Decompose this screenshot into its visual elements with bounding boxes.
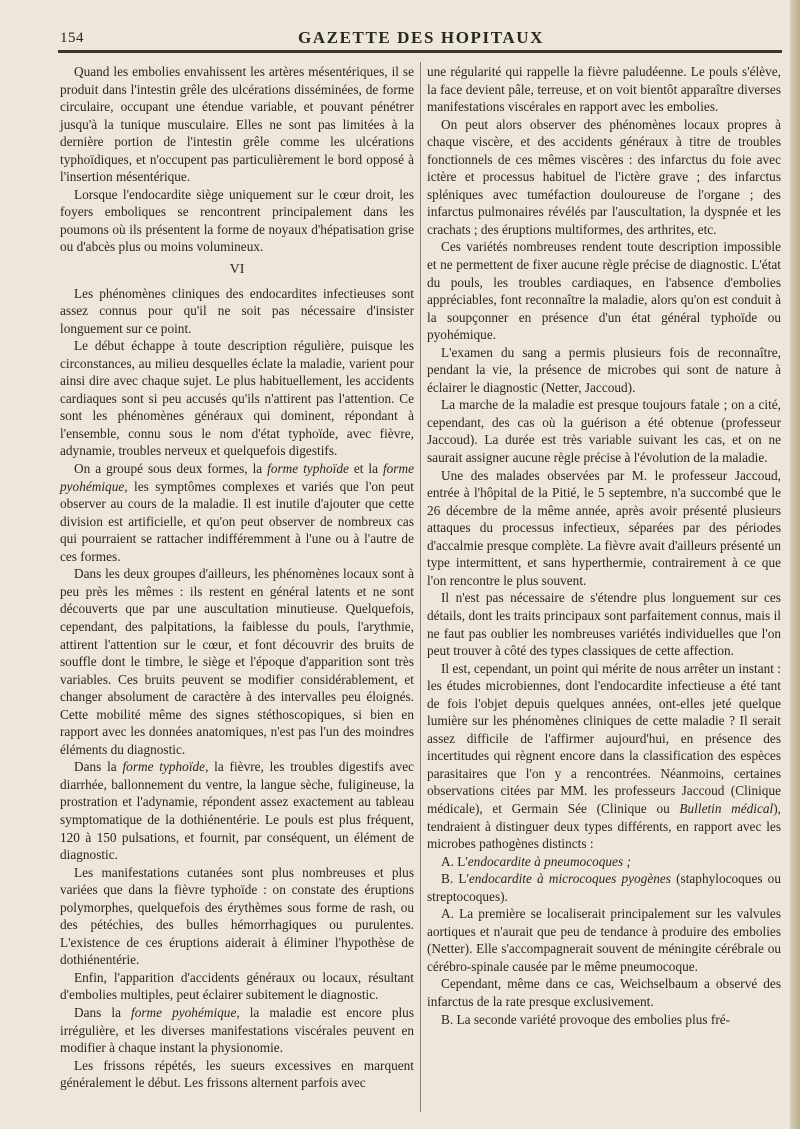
text-span: Dans la bbox=[74, 759, 123, 775]
section-heading: VI bbox=[229, 262, 245, 278]
italic-term: forme typhoïde bbox=[122, 759, 206, 775]
italic-term: Bulletin médical bbox=[679, 800, 774, 816]
italic-term: endocardite à microcoques pyogènes bbox=[468, 871, 671, 887]
paragraph: Il n'est pas nécessaire de s'étendre plus longuement sur ces détails, dont les traits principaux sont parfaitement connus, mais il ne faut pas oublier les nombreuses variétés individuelles que l'on peut trouver à côté des types classiques de cette affection. bbox=[427, 590, 781, 659]
journal-title: GAZETTE DES HOPITAUX bbox=[297, 28, 545, 47]
paragraph: Le début échappe à toute description régulière, puisque les circonstances, au milieu desquelles éclate la maladie, varient pour ainsi dire avec chaque sujet. Le plus habituellement, les accidents cardiaques sont si peu accusés qu'ils n'attirent pas l'attention. Ce sont les phénomènes généraux qui dominent, répondant à l'ensemble, connu sous le nom d'état typhoïde, avec fièvre, adynamie, troubles nerveux et quelquefois digestifs. bbox=[60, 338, 414, 459]
paragraph: Les phénomènes cliniques des endocardites infectieuses sont assez connus pour qu'il ne soit pas nécessaire d'insister longuement sur ce point. bbox=[60, 285, 414, 336]
text-span: ), tendraient à distinguer deux types différents, en rapport avec les microbes pathogènes distincts : bbox=[427, 800, 781, 852]
text-span: On a groupé sous deux formes, la bbox=[74, 461, 268, 477]
page-header bbox=[60, 28, 782, 50]
paragraph: Enfin, l'apparition d'accidents généraux ou locaux, résultant d'embolies multiples, peut éclairer subitement le diagnostic. bbox=[60, 969, 414, 1003]
italic-term: forme pyohémique bbox=[131, 1004, 237, 1020]
paragraph: L'examen du sang a permis plusieurs fois de reconnaître, pendant la vie, la présence de microbes qui sont de nature à éclairer le diagnostic (Netter, Jaccoud). bbox=[427, 344, 781, 395]
paragraph: Lorsque l'endocardite siège uniquement sur le cœur droit, les foyers emboliques se rencontrent principalement dans les poumons où ils présentent la forme de noyaux d'hépatisation grise ou d'abcès plus ou moins volumineux. bbox=[60, 186, 414, 255]
list-item bbox=[427, 853, 781, 871]
paragraph: A. La première se localiserait principalement sur les valvules aortiques et n'aurait que peu de tendance à produire des embolies (Netter). Elle s'accompagnerait souvent de méningite cérébrale ou cérébro-spinale causée par le même pneumocoque. bbox=[427, 906, 781, 974]
column-divider bbox=[420, 62, 421, 1112]
list-label: A. L' bbox=[441, 853, 468, 869]
paragraph bbox=[60, 1004, 414, 1057]
italic-term: endocardite à pneumocoques ; bbox=[467, 853, 631, 869]
text-span: , la fièvre, les troubles digestifs avec diarrhée, ballonnement du ventre, la langue sèche, fuligineuse, la prostration et l'adynamie, répondent assez exactement au tableau symptomatique de la dothiénentérie. Le pouls est plus fréquent, 120 à 150 pulsations, et fournit, par conséquent, un élément de diagnostic. bbox=[60, 759, 415, 863]
list-label: B. L' bbox=[441, 871, 469, 887]
right-column bbox=[427, 63, 781, 1028]
text-span: , la maladie est encore plus irrégulière, et les diverses manifestations viscérales peuvent en modifier à chaque instant la physionomie. bbox=[60, 1004, 414, 1056]
paragraph bbox=[427, 660, 781, 853]
paragraph: La marche de la maladie est presque toujours fatale ; on a cité, cependant, des cas où la guérison a été obtenue (professeur Jaccoud). La durée est très variable suivant les cas, et on ne saurait assigner aucune règle précise à l'évolution de la maladie. bbox=[427, 397, 781, 466]
text-span: Il est, cependant, un point qui mérite de nous arrêter un instant : les études microbiennes, dont l'endocardite infectieuse a été tant de fois l'objet depuis quelques années, ont-elles jeté quelque lumière sur les phénomènes cliniques de cette maladie ? Il serait assez difficile de l'affirmer aujourd'hui, en présence des incertitudes qui règnent encore dans la classification des espèces parasitaires que l'on y a rencontrées. Néanmoins, certaines observations citées par MM. les professeurs Jaccoud (Clinique médicale), et Germain Sée (Clinique ou bbox=[427, 660, 781, 816]
page-edge bbox=[790, 0, 800, 1129]
paragraph: une régularité qui rappelle la fièvre paludéenne. Le pouls s'élève, la face devient pâle, terreuse, et on voit bientôt apparaître diverses manifestations viscérales en rapport avec les embolies. bbox=[427, 64, 781, 115]
italic-term: forme pyohémique bbox=[60, 461, 414, 494]
list-item bbox=[427, 870, 781, 905]
text-span: , les symptômes complexes et variés que l'on peut observer au cours de la maladie. Il est inutile d'ajouter que cette division est artificielle, et qu'on peut observer de nombreux cas qui pourraient se rattacher indifféremment à l'une ou à l'autre de ces formes. bbox=[60, 478, 414, 564]
page-number: 154 bbox=[60, 30, 84, 46]
paragraph: Cependant, même dans ce cas, Weichselbaum a observé des infarctus de la rate presque exclusivement. bbox=[427, 976, 781, 1009]
text-span: et la bbox=[348, 461, 383, 477]
text-span: Dans la bbox=[74, 1004, 132, 1020]
paragraph: Ces variétés nombreuses rendent toute description impossible et ne permettent de fixer aucune règle précise de diagnostic. L'état du pouls, les troubles cardiaques, en l'absence d'embolies appréciables, font reconnaître la maladie, alors qu'on est conduit à la soupçonner en présence d'un état général typhoïde ou pyohémique. bbox=[427, 239, 781, 343]
paragraph: Dans les deux groupes d'ailleurs, les phénomènes locaux sont à peu près les mêmes : ils restent en général latents et ne sont découverts que par une auscultation minutieuse. Quelquefois, cependant, des palpitations, la faiblesse du pouls, l'arythmie, attirent l'attention sur le cœur, et font découvrir des bruits de souffle dont le timbre, le siège et l'époque d'apparition sont très variables. Ces bruits peuvent se modifier considérablement, et changer absolument de caractère à des intervalles peu éloignés. Cette mobilité même des signes stéthoscopiques, si bien en rapport avec les données anatomiques, n'est pas l'un des moindres éléments du diagnostic. bbox=[60, 566, 414, 757]
left-column bbox=[60, 63, 414, 1092]
paragraph: Les manifestations cutanées sont plus nombreuses et plus variées que dans la fièvre typhoïde : on constate des éruptions polymorphes, quelquefois des érythèmes sous forme de rash, ou des pétéchies, des bulles hémorrhagiques ou purulentes. L'existence de ces éruptions aiderait à éliminer l'hypothèse de dothiénentérie. bbox=[60, 864, 414, 968]
paragraph: B. La seconde variété provoque des embolies plus fré- bbox=[441, 1011, 731, 1027]
paragraph: Les frissons répétés, les sueurs excessives en marquent généralement le début. Les frissons alternent parfois avec bbox=[60, 1057, 414, 1091]
paragraph: Quand les embolies envahissent les artères mésentériques, il se produit dans l'intestin grêle des ulcérations disséminées, de forme circulaire, occupant une étendue variable, et pouvant pénétrer jusqu'à la tunique musculaire. Elles ne sont pas limitées à la dernière portion de l'intestin grêle comme les ulcérations typhoïdiques, et n'occupent pas particulièrement le bord opposé à l'insertion mésentérique. bbox=[60, 64, 414, 185]
paragraph: On peut alors observer des phénomènes locaux propres à chaque viscère, et des accidents généraux à titre de troubles fonctionnels de ces mêmes viscères : des infarctus du foie avec ictère et processus habituel de l'ictère grave ; des infarctus spléniques avec tuméfaction douloureuse de l'organe ; des infarctus pulmonaires révélés par l'auscultation, la dyspnée et les crachats ; des éruptions multiformes, des arthrites, etc. bbox=[427, 116, 781, 237]
paragraph bbox=[60, 758, 414, 863]
paragraph: Une des malades observées par M. le professeur Jaccoud, entrée à l'hôpital de la Pitié, le 5 septembre, n'a succombé que le 26 décembre de la même année, après avoir présenté plusieurs attaques du processus infectieux, séparées par des périodes d'accalmie presque complète. La fièvre avait d'ailleurs présenté un type intermittent, et sans hyperthermie, contrairement à ce que l'on rencontre le plus souvent. bbox=[427, 467, 781, 588]
text-span: (staphylocoques ou streptocoques). bbox=[427, 871, 781, 904]
paragraph bbox=[60, 460, 414, 565]
header-rule bbox=[58, 50, 782, 53]
italic-term: forme typhoïde bbox=[267, 461, 349, 477]
